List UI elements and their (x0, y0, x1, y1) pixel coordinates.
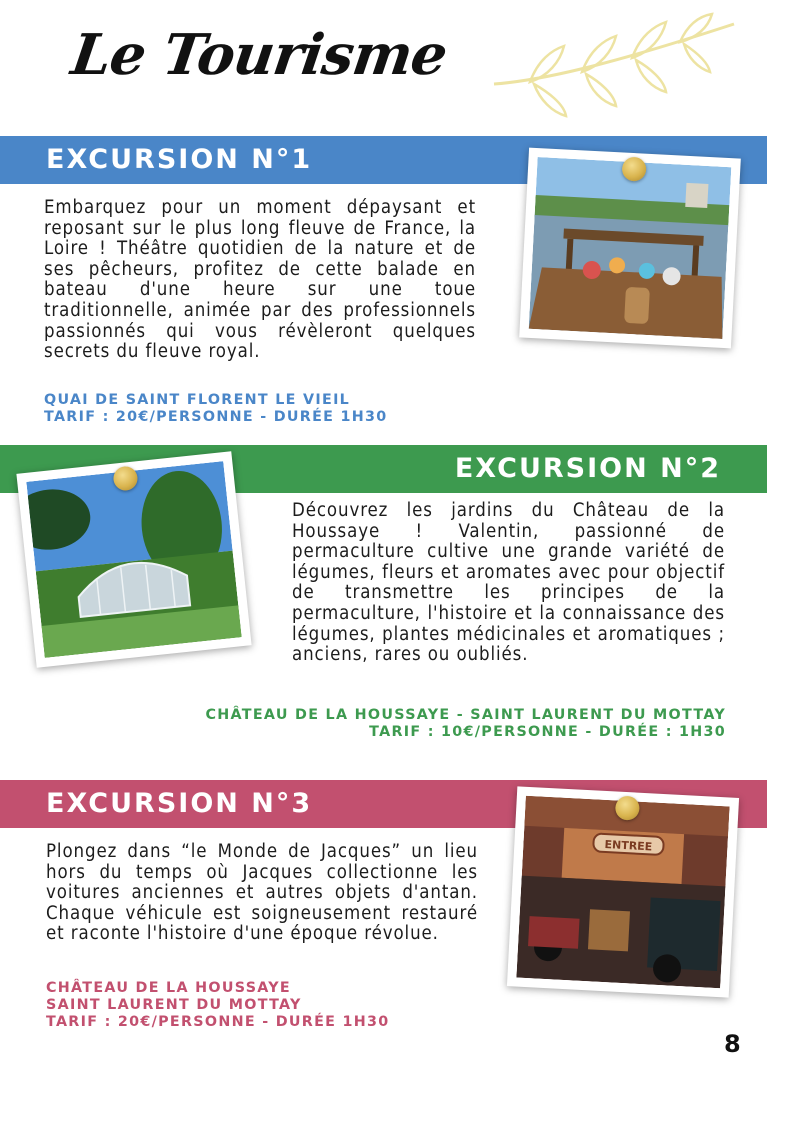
excursion-2-heading: EXCURSION N°2 (0, 445, 767, 493)
page-title: Le Tourisme (67, 22, 451, 88)
boat-on-loire-photo (519, 148, 741, 349)
excursion-3-location-line1: CHÂTEAU DE LA HOUSSAYE (46, 980, 291, 996)
excursion-1-tarif: TARIF : 20€/PERSONNE - DURÉE 1H30 (44, 409, 388, 425)
excursion-2-description: Découvrez les jardins du Château de la Houssaye ! Valentin, passionné de permaculture cultive une grande variété de légumes, fleurs et aromates avec pour objectif de transmettre les principes de la permaculture, l'histoire et la connaissance des légumes, plantes médicinales et aromatiques ; anciens, rares ou oubliés. (292, 500, 725, 666)
excursion-3-description: Plongez dans “le Monde de Jacques” un lieu hors du temps où Jacques collectionne les voitures anciennes et autres objets d'antan. Chaque véhicule est soigneusement restauré et raconte l'histoire d'une époque révolue. (46, 841, 478, 945)
excursion-3-info (46, 980, 390, 1031)
vintage-car-museum-photo (507, 786, 739, 997)
excursion-2-info (206, 707, 727, 741)
excursion-1-location: QUAI DE SAINT FLORENT LE VIEIL (44, 392, 351, 408)
museum-sign: ENTREE (604, 837, 653, 854)
leaf-branch-icon (490, 10, 740, 120)
excursion-2-tarif: TARIF : 10€/PERSONNE - DURÉE : 1H30 (369, 724, 726, 740)
excursion-3-tarif: TARIF : 20€/PERSONNE - DURÉE 1H30 (46, 1014, 390, 1030)
excursion-1-heading: EXCURSION N°1 (0, 136, 767, 184)
excursion-1-description: Embarquez pour un moment dépaysant et reposant sur le plus long fleuve de France, la Loire ! Théâtre quotidien de la nature et de ses pêcheurs, profitez de cette balade en bateau d'une heure sur une toue traditionnelle, animée par des professionnels passionnés qui vous révèleront quelques secrets du fleuve royal. (44, 197, 476, 363)
excursion-2-location: CHÂTEAU DE LA HOUSSAYE - SAINT LAURENT DU MOTTAY (205, 707, 726, 723)
excursion-3-location-line2: SAINT LAURENT DU MOTTAY (46, 997, 302, 1013)
page-number: 8 (724, 1030, 741, 1058)
greenhouse-garden-photo (16, 451, 251, 668)
excursion-1-info (44, 392, 388, 426)
excursion-3-heading: EXCURSION N°3 (0, 780, 767, 828)
